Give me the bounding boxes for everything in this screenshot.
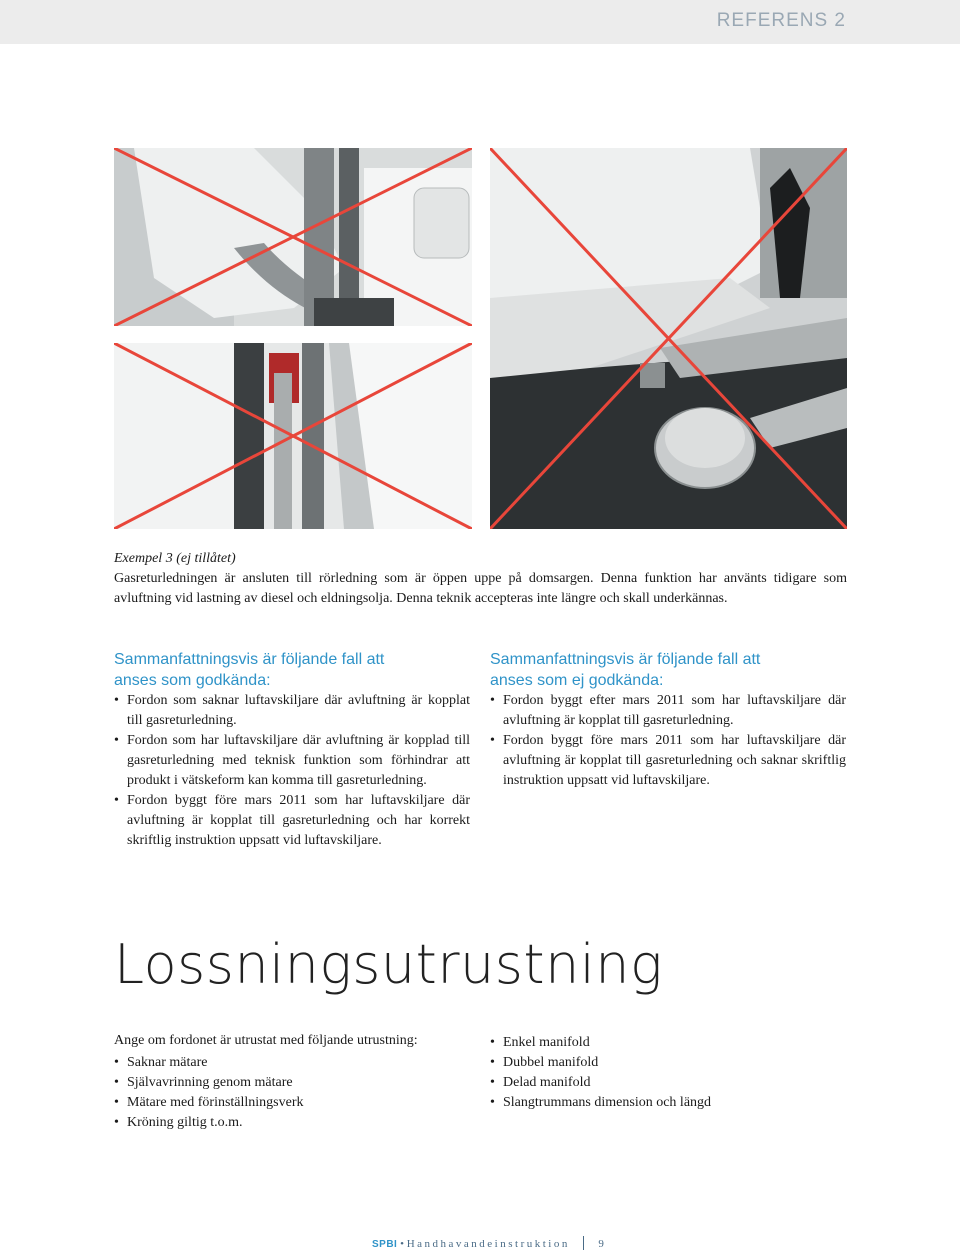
example-text: Gasreturledningen är ansluten till rörledning som är öppen uppe på domsargen. Denna funktion har använts tidigare som avluftning vid lastning av diesel och eldningsolja. Denna teknik accepteras inte längre och skall underkännas.: [114, 571, 847, 606]
list-item: • Fordon byggt före mars 2011 som har luftavskiljare där avluftning är kopplat till gasreturledning och har korrekt skriftlig instruktion uppsatt vid luftavskiljare.: [114, 791, 470, 851]
not-approved-heading-line2: anses som ej godkända:: [490, 672, 664, 689]
tank-manifold-image: [490, 148, 847, 529]
list-item: • Delad manifold: [490, 1073, 846, 1093]
section-lead: Ange om fordonet är utrustat med följande utrustning:: [114, 1033, 418, 1048]
list-item: • Fordon byggt efter mars 2011 som har luftavskiljare där avluftning är kopplat till gasreturledning.: [490, 691, 846, 731]
approved-heading: [114, 649, 384, 691]
not-approved-heading-line1: Sammanfattningsvis är följande fall att: [490, 651, 761, 668]
list-item: • Enkel manifold: [490, 1033, 846, 1053]
tank-hose-image: [114, 148, 472, 326]
list-item: • Fordon som saknar luftavskiljare där avluftning är kopplat till gasreturledning.: [114, 691, 470, 731]
page-footer: [372, 1236, 604, 1250]
approved-heading-line1: Sammanfattningsvis är följande fall att: [114, 651, 385, 668]
not-approved-list: [490, 691, 846, 791]
list-item: • Dubbel manifold: [490, 1053, 846, 1073]
footer-brand: SPBI: [372, 1239, 398, 1250]
tank-pipe-image: [114, 343, 472, 529]
list-item: • Fordon som har luftavskiljare där avluftning är kopplad till gasreturledning med teknisk funktion som förhindrar att produkt i vätskeform kan komma till gasreturledning.: [114, 731, 470, 791]
approved-heading-line2: anses som godkända:: [114, 672, 271, 689]
list-item: • Självavrinning genom mätare: [114, 1073, 474, 1093]
example-title: Exempel 3 (ej tillåtet): [114, 551, 236, 566]
list-item: • Kröning giltig t.o.m.: [114, 1113, 474, 1133]
page-number: 9: [598, 1238, 604, 1250]
page-header: REFERENS 2: [716, 10, 846, 31]
list-item: • Saknar mätare: [114, 1053, 474, 1073]
tank-hose-photo: [114, 148, 472, 326]
footer-divider: [583, 1236, 584, 1250]
tank-manifold-photo: [490, 148, 847, 529]
list-item: • Mätare med förinställningsverk: [114, 1093, 474, 1113]
equipment-list-left: [114, 1053, 474, 1133]
list-item: • Fordon byggt före mars 2011 som har luftavskiljare där avluftning är kopplat till gasreturledning och saknar skriftlig instruktion uppsatt vid luftavskiljare.: [490, 731, 846, 791]
list-item: • Slangtrummans dimension och längd: [490, 1093, 846, 1113]
tank-pipe-closeup-photo: [114, 343, 472, 529]
equipment-list-right: [490, 1033, 846, 1113]
approved-list: [114, 691, 470, 851]
not-approved-heading: [490, 649, 760, 691]
footer-title: Handhavandeinstruktion: [406, 1238, 570, 1250]
footer-dot-icon: •: [400, 1238, 407, 1250]
section-title: Lossningsutrustning: [114, 933, 663, 996]
